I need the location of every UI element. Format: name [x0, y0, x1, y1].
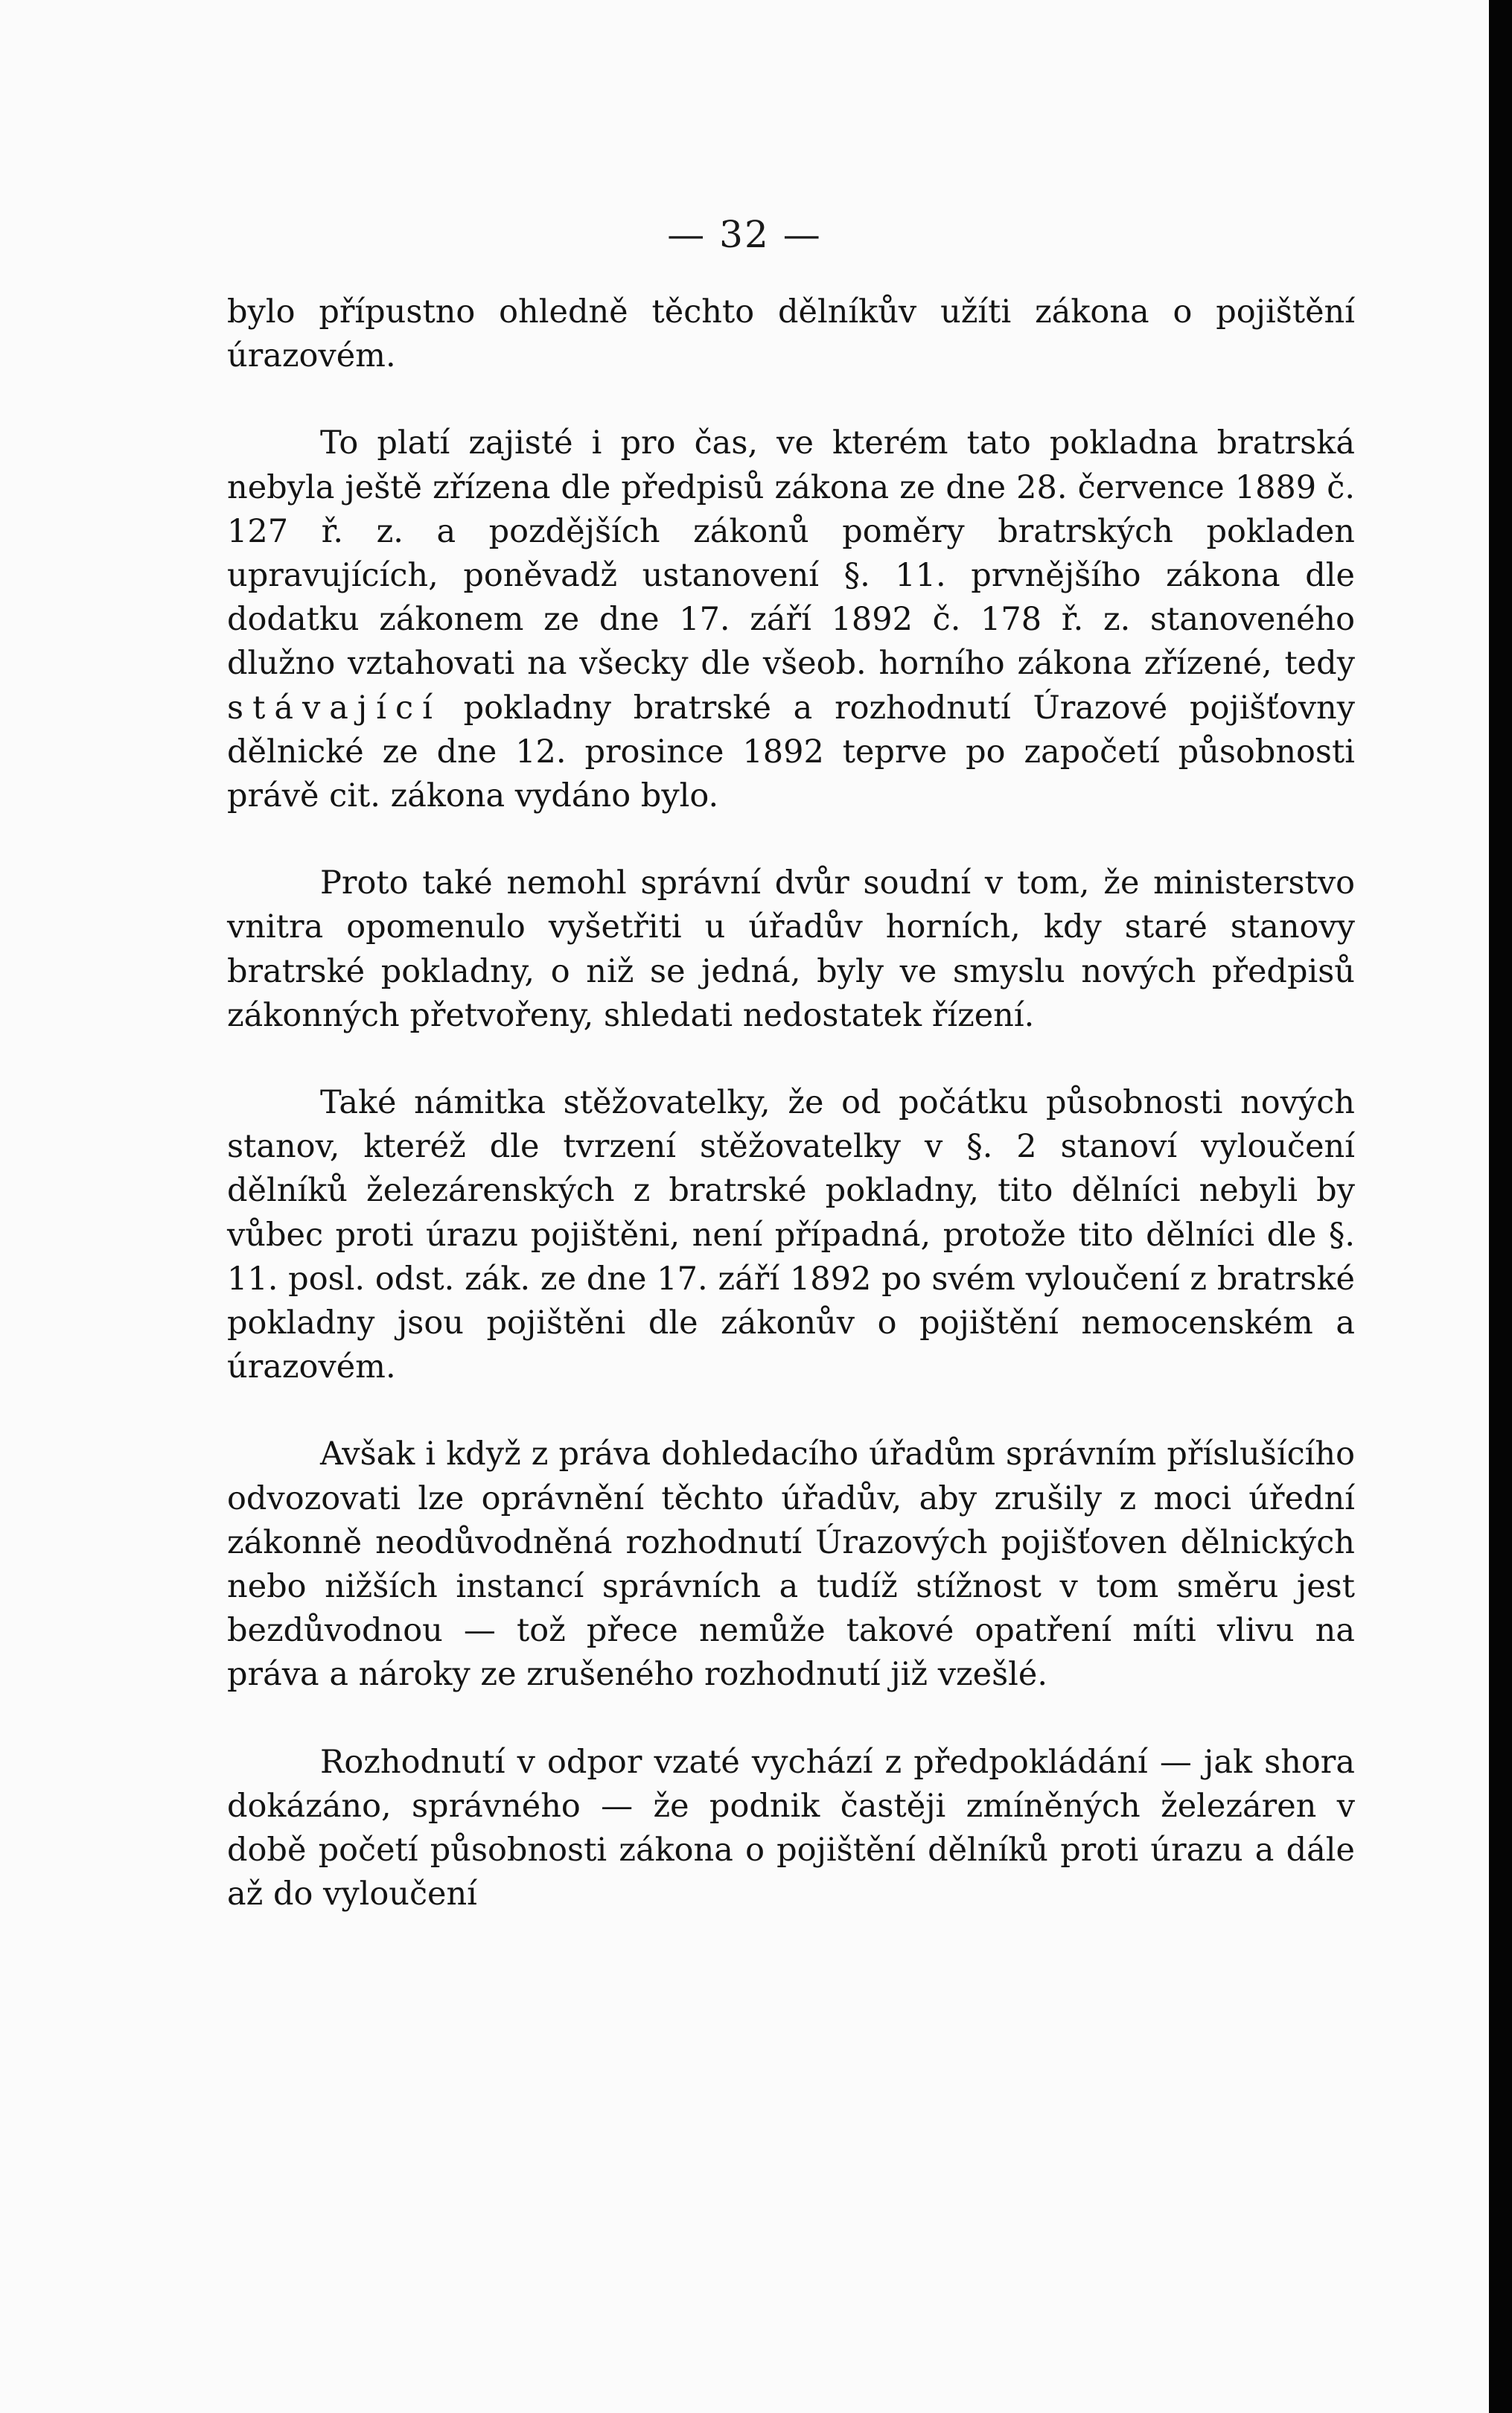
paragraph-avsak: Avšak i když z práva dohledacího úřadům správním příslušícího odvozovati lze oprávnění těchto úřadův, aby zrušily z moci úřední zákonně neodůvodněná rozhodnutí Úrazových pojišťoven dělnických nebo nižších instancí správních a tudíž stížnost v tom směru jest bezdůvodnou — tož přece nemůže takové opatření míti vlivu na práva a nároky ze zrušeného rozhodnutí již vzešlé. [227, 1435, 1355, 1694]
paragraph-text: To platí zajisté i pro čas, ve kterém tato pokladna bratrská nebyla ještě zřízena dle předpisů zákona ze dne 28. července 1889 č. 127 ř. z. a pozdějších zákonů poměry bratrských pokladen upravujících, poněvadž ustanovení §. 11. prvnějšího zákona dle dodatku zákonem ze dne 17. září 1892 č. 178 ř. z. stanoveného dlužno vztahovati na všecky dle všeob. horního zákona zřízené, tedy [227, 424, 1355, 683]
page-number: — 32 — [667, 213, 822, 256]
emphasized-word: stávající [227, 689, 441, 727]
paragraph-continuation: bylo přípustno ohledně těchto dělníkův užíti zákona o pojištění úrazovém. [227, 293, 1355, 375]
paragraph-pokladna [227, 421, 1355, 818]
paragraph-namitka: Také námitka stěžovatelky, že od počátku působnosti nových stanov, kteréž dle tvrzení stěžovatelky v §. 2 stanoví vyloučení dělníků železárenských z bratrské pokladny, tito dělníci nebyli by vůbec proti úrazu pojištěni, není případná, protože tito dělníci dle §. 11. posl. odst. zák. ze dne 17. září 1892 po svém vyloučení z bratrské pokladny jsou pojištěni dle zákonův o pojištění nemocenském a úrazovém. [227, 1084, 1355, 1386]
scan-edge [1489, 0, 1512, 2413]
paragraph-spravni-dvur: Proto také nemohl správní dvůr soudní v tom, že ministerstvo vnitra opomenulo vyšetřiti u úřadův horních, kdy staré stanovy bratrské pokladny, o niž se jedná, byly ve smyslu nových předpisů zákonných přetvořeny, shledati nedostatek řízení. [227, 864, 1355, 1034]
body-text [227, 290, 1355, 1917]
paragraph-text: pokladny bratrské a rozhodnutí Úrazové pojišťovny dělnické ze dne 12. prosince 1892 teprve po započetí působnosti právě cit. zákona vydáno bylo. [227, 689, 1355, 815]
paragraph-rozhodnuti: Rozhodnutí v odpor vzaté vychází z předpokládání — jak shora dokázáno, správného — že podnik častěji zmíněných železáren v době početí působnosti zákona o pojištění dělníků proti úrazu a dále až do vyloučení [227, 1743, 1355, 1913]
